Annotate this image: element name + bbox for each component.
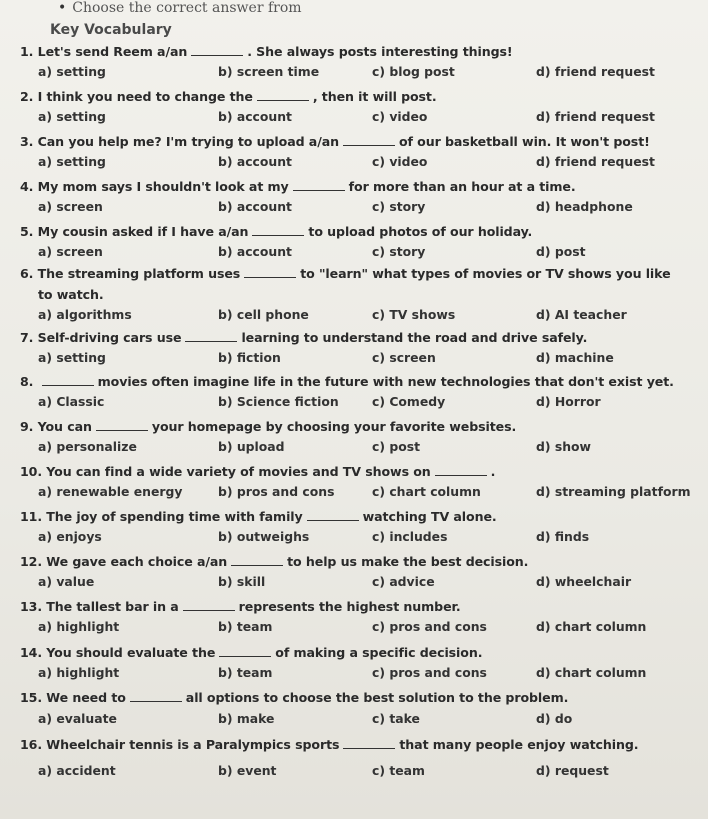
- option-a[interactable]: a) evaluate: [38, 711, 117, 726]
- question-text-after: that many people enjoy watching.: [399, 737, 639, 752]
- answer-options: [0, 574, 708, 592]
- question-text-after: movies often imagine life in the future with new technologies that don't exist yet.: [97, 374, 674, 389]
- option-a[interactable]: a) enjoys: [38, 529, 102, 544]
- question-12: [20, 554, 528, 569]
- option-d[interactable]: d) wheelchair: [536, 574, 632, 589]
- question-text-before: Let's send Reem a/an: [37, 44, 188, 59]
- question-text-after: .: [490, 464, 496, 479]
- question-text-before: My cousin asked if I have a/an: [37, 224, 249, 239]
- option-d[interactable]: d) chart column: [536, 619, 647, 634]
- option-a[interactable]: a) renewable energy: [38, 484, 183, 499]
- option-c[interactable]: c) includes: [372, 529, 448, 544]
- question-text-after: to upload photos of our holiday.: [308, 224, 533, 239]
- answer-blank[interactable]: [307, 519, 359, 521]
- option-b[interactable]: b) account: [218, 154, 292, 169]
- option-c[interactable]: c) story: [372, 244, 426, 259]
- option-a[interactable]: a) screen: [38, 199, 103, 214]
- question-13: [20, 599, 461, 614]
- option-d[interactable]: d) headphone: [536, 199, 633, 214]
- option-d[interactable]: d) finds: [536, 529, 590, 544]
- option-c[interactable]: c) blog post: [372, 64, 455, 79]
- answer-blank[interactable]: [343, 747, 395, 749]
- option-d[interactable]: d) AI teacher: [536, 307, 627, 322]
- question-text-after: learning to understand the road and drive safely.: [241, 330, 588, 345]
- option-c[interactable]: c) video: [372, 109, 428, 124]
- option-c[interactable]: c) advice: [372, 574, 435, 589]
- answer-options: [0, 307, 708, 325]
- answer-blank[interactable]: [185, 340, 237, 342]
- option-c[interactable]: c) Comedy: [372, 394, 446, 409]
- question-number: 6.: [20, 266, 38, 281]
- option-c[interactable]: c) pros and cons: [372, 619, 487, 634]
- header-text: Choose the correct answer from: [72, 0, 302, 16]
- question-15: [20, 690, 568, 705]
- question-text-after: of our basketball win. It won't post!: [398, 134, 650, 149]
- option-a[interactable]: a) screen: [38, 244, 103, 259]
- question-number: 5.: [20, 224, 38, 239]
- question-number: 16.: [20, 737, 47, 752]
- answer-options: [0, 109, 708, 127]
- question-4: [20, 179, 576, 194]
- option-d[interactable]: d) do: [536, 711, 573, 726]
- question-2: [20, 89, 437, 104]
- answer-options: [0, 350, 708, 368]
- option-c[interactable]: c) post: [372, 439, 421, 454]
- option-a[interactable]: a) highlight: [38, 619, 120, 634]
- answer-blank[interactable]: [343, 144, 395, 146]
- option-b[interactable]: b) cell phone: [218, 307, 309, 322]
- option-b[interactable]: b) event: [218, 763, 277, 778]
- option-a[interactable]: a) setting: [38, 154, 106, 169]
- answer-blank[interactable]: [252, 234, 304, 236]
- answer-options: [0, 244, 708, 262]
- option-a[interactable]: a) algorithms: [38, 307, 132, 322]
- option-b[interactable]: b) team: [218, 665, 273, 680]
- question-text-before: Can you help me? I'm trying to upload a/an: [37, 134, 339, 149]
- question-text-before: We gave each choice a/an: [46, 554, 228, 569]
- answer-options: [0, 763, 708, 781]
- question-number: 1.: [20, 44, 38, 59]
- option-a[interactable]: a) setting: [38, 109, 106, 124]
- answer-options: [0, 154, 708, 172]
- option-d[interactable]: d) friend request: [536, 154, 655, 169]
- option-c[interactable]: c) take: [372, 711, 420, 726]
- option-d[interactable]: d) streaming platform: [536, 484, 691, 499]
- question-number: 12.: [20, 554, 47, 569]
- question-text-before: You should evaluate the: [46, 645, 216, 660]
- question-number: 15.: [20, 690, 47, 705]
- answer-options: [0, 665, 708, 683]
- answer-blank[interactable]: [219, 655, 271, 657]
- option-d[interactable]: d) friend request: [536, 109, 655, 124]
- question-text-after: to help us make the best decision.: [287, 554, 529, 569]
- option-b[interactable]: b) pros and cons: [218, 484, 335, 499]
- question-number: 10.: [20, 464, 47, 479]
- question-number: 4.: [20, 179, 38, 194]
- option-a[interactable]: a) Classic: [38, 394, 105, 409]
- bullet-icon: •: [58, 0, 67, 16]
- option-b[interactable]: b) account: [218, 244, 292, 259]
- question-8: [20, 374, 674, 389]
- option-d[interactable]: d) Horror: [536, 394, 601, 409]
- option-d[interactable]: d) post: [536, 244, 586, 259]
- option-a[interactable]: a) setting: [38, 350, 106, 365]
- question-text-after: represents the highest number.: [238, 599, 461, 614]
- question-text-after: , then it will post.: [312, 89, 437, 104]
- option-a[interactable]: a) highlight: [38, 665, 120, 680]
- answer-blank[interactable]: [231, 564, 283, 566]
- question-text-after: of making a specific decision.: [275, 645, 483, 660]
- answer-options: [0, 619, 708, 637]
- question-text-before: You can: [37, 419, 92, 434]
- question-text-before: I think you need to change the: [37, 89, 253, 104]
- option-d[interactable]: d) chart column: [536, 665, 647, 680]
- option-d[interactable]: d) friend request: [536, 64, 655, 79]
- question-continuation: to watch.: [38, 287, 104, 302]
- page-header: [58, 0, 302, 16]
- option-a[interactable]: a) personalize: [38, 439, 137, 454]
- answer-blank[interactable]: [96, 429, 148, 431]
- question-1: [20, 44, 513, 59]
- option-a[interactable]: a) setting: [38, 64, 106, 79]
- question-11: [20, 509, 497, 524]
- question-5: [20, 224, 532, 239]
- question-text-before: Self-driving cars use: [37, 330, 182, 345]
- question-3: [20, 134, 650, 149]
- answer-blank[interactable]: [435, 474, 487, 476]
- option-c[interactable]: c) team: [372, 763, 425, 778]
- question-text-before: My mom says I shouldn't look at my: [37, 179, 289, 194]
- question-10: [20, 464, 495, 479]
- answer-options: [0, 64, 708, 82]
- answer-options: [0, 394, 708, 412]
- answer-blank[interactable]: [191, 54, 243, 56]
- answer-options: [0, 484, 708, 502]
- answer-blank[interactable]: [244, 276, 296, 278]
- option-a[interactable]: a) value: [38, 574, 95, 589]
- answer-blank[interactable]: [42, 384, 94, 386]
- question-number: 14.: [20, 645, 47, 660]
- option-b[interactable]: b) outweighs: [218, 529, 310, 544]
- question-text-after: all options to choose the best solution to the problem.: [185, 690, 569, 705]
- option-b[interactable]: b) fiction: [218, 350, 281, 365]
- option-c[interactable]: c) story: [372, 199, 426, 214]
- question-text-before: We need to: [46, 690, 126, 705]
- answer-options: [0, 711, 708, 729]
- question-number: 2.: [20, 89, 38, 104]
- option-c[interactable]: c) chart column: [372, 484, 481, 499]
- question-number: 11.: [20, 509, 47, 524]
- option-b[interactable]: b) account: [218, 109, 292, 124]
- option-c[interactable]: c) TV shows: [372, 307, 456, 322]
- answer-blank[interactable]: [293, 189, 345, 191]
- question-14: [20, 645, 482, 660]
- question-number: 8.: [20, 374, 38, 389]
- question-text-after: for more than an hour at a time.: [348, 179, 576, 194]
- answer-blank[interactable]: [183, 609, 235, 611]
- question-number: 13.: [20, 599, 47, 614]
- question-text-before: The joy of spending time with family: [46, 509, 303, 524]
- question-text-before: You can find a wide variety of movies and TV shows on: [46, 464, 431, 479]
- question-text-after: to "learn" what types of movies or TV shows you like: [300, 266, 671, 281]
- question-text-after: watching TV alone.: [362, 509, 497, 524]
- question-number: 7.: [20, 330, 38, 345]
- option-b[interactable]: b) account: [218, 199, 292, 214]
- option-b[interactable]: b) upload: [218, 439, 285, 454]
- question-number: 9.: [20, 419, 38, 434]
- question-text-before: The tallest bar in a: [46, 599, 179, 614]
- question-number: 3.: [20, 134, 38, 149]
- option-c[interactable]: c) pros and cons: [372, 665, 487, 680]
- option-c[interactable]: c) screen: [372, 350, 436, 365]
- question-text-after: your homepage by choosing your favorite websites.: [151, 419, 517, 434]
- option-b[interactable]: b) skill: [218, 574, 266, 589]
- option-b[interactable]: b) Science fiction: [218, 394, 339, 409]
- option-a[interactable]: a) accident: [38, 763, 116, 778]
- question-6: [20, 266, 671, 281]
- option-d[interactable]: d) show: [536, 439, 592, 454]
- answer-blank[interactable]: [257, 99, 309, 101]
- question-text-before: The streaming platform uses: [37, 266, 241, 281]
- answer-options: [0, 529, 708, 547]
- question-text-before: Wheelchair tennis is a Paralympics sports: [46, 737, 340, 752]
- option-b[interactable]: b) make: [218, 711, 275, 726]
- option-c[interactable]: c) video: [372, 154, 428, 169]
- question-text-after: . She always posts interesting things!: [247, 44, 513, 59]
- option-d[interactable]: d) machine: [536, 350, 614, 365]
- option-d[interactable]: d) request: [536, 763, 609, 778]
- option-b[interactable]: b) screen time: [218, 64, 320, 79]
- answer-options: [0, 199, 708, 217]
- question-7: [20, 330, 587, 345]
- answer-options: [0, 439, 708, 457]
- question-16: [20, 737, 638, 752]
- option-b[interactable]: b) team: [218, 619, 273, 634]
- answer-blank[interactable]: [130, 700, 182, 702]
- section-title: Key Vocabulary: [50, 22, 172, 38]
- question-9: [20, 419, 516, 434]
